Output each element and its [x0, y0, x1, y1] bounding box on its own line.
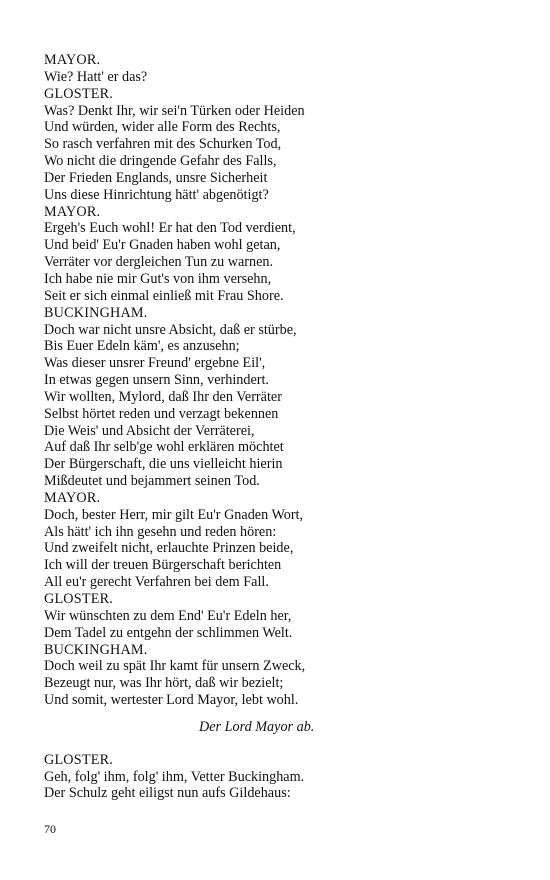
verse-line: All eu'r gerecht Verfahren bei dem Fall. — [44, 574, 269, 591]
verse-line: Und würden, wider alle Form des Rechts, — [44, 119, 281, 136]
page-number: 70 — [44, 822, 56, 836]
verse-line: Und beid' Eu'r Gnaden haben wohl getan, — [44, 237, 281, 254]
speaker-name: GLOSTER. — [44, 591, 113, 607]
verse-line: Wir wollten, Mylord, daß Ihr den Verräter — [44, 388, 282, 405]
verse-line: In etwas gegen unsern Sinn, verhindert. — [44, 372, 269, 389]
verse-line: Doch, bester Herr, mir gilt Eu'r Gnaden Wort, — [44, 506, 304, 523]
speaker-name: MAYOR. — [44, 203, 101, 220]
verse-line: Dem Tadel zu entgehn der schlimmen Welt. — [44, 624, 293, 641]
verse-line: Mißdeutet und bejammert seinen Tod. — [44, 473, 260, 490]
verse-line: Selbst hörtet reden und verzagt bekennen — [44, 405, 279, 422]
speaker-name: MAYOR. — [44, 489, 101, 506]
verse-line: Wir wünschten zu dem End' Eu'r Edeln her, — [44, 607, 292, 624]
verse-line: Als hätt' ich ihn gesehn und reden hören: — [44, 523, 277, 540]
verse-line: Die Weis' und Absicht der Verräterei, — [44, 422, 255, 439]
speaker-name: BUCKINGHAM. — [44, 304, 148, 321]
verse-line: Auf daß Ihr selb'ge wohl erklären möchtet — [44, 439, 284, 456]
closing-dialogue — [44, 752, 514, 803]
verse-line: Ich habe nie mir Gut's von ihm versehn, — [44, 270, 272, 287]
verse-line: Bezeugt nur, was Ihr hört, daß wir bezielt; — [44, 675, 284, 692]
verse-line: Ich will der treuen Bürgerschaft berichten — [44, 557, 282, 574]
verse-line: Wie? Hatt' er das? — [44, 68, 148, 85]
verse-line: Und somit, wertester Lord Mayor, lebt wohl. — [44, 692, 299, 709]
verse-line: Doch weil zu spät Ihr kamt für unsern Zweck, — [44, 658, 306, 675]
verse-line: Doch war nicht unsre Absicht, daß er stürbe, — [44, 321, 297, 338]
verse-line: Was? Denkt Ihr, wir sei'n Türken oder Heiden — [44, 102, 305, 119]
verse-line: Was dieser unsrer Freund' ergebne Eil', — [44, 355, 266, 372]
verse-line: Der Bürgerschaft, die uns vielleicht hierin — [44, 456, 283, 473]
speaker-name: MAYOR. — [44, 52, 101, 68]
verse-line: Und zweifelt nicht, erlauchte Prinzen beide, — [44, 540, 294, 557]
verse-line: Der Frieden Englands, unsre Sicherheit — [44, 169, 268, 186]
dialogue-section — [44, 52, 514, 709]
stage-direction: Der Lord Mayor ab. — [199, 718, 315, 735]
verse-line: Geh, folg' ihm, folg' ihm, Vetter Buckingham. — [44, 768, 305, 785]
verse-line: So rasch verfahren mit des Schurken Tod, — [44, 136, 282, 153]
verse-line: Uns diese Hinrichtung hätt' abgenötigt? — [44, 186, 269, 203]
verse-line: Wo nicht die dringende Gefahr des Falls, — [44, 153, 277, 170]
speaker-name: BUCKINGHAM. — [44, 641, 148, 658]
verse-line: Ergeh's Euch wohl! Er hat den Tod verdient, — [44, 220, 296, 237]
play-text — [44, 52, 514, 802]
verse-line: Verräter vor dergleichen Tun zu warnen. — [44, 254, 274, 271]
verse-line: Der Schulz geht eiligst nun aufs Gildehaus: — [44, 785, 291, 802]
verse-line: Seit er sich einmal einließ mit Frau Shore. — [44, 287, 284, 304]
speaker-name: GLOSTER. — [44, 751, 113, 768]
speaker-name: GLOSTER. — [44, 85, 113, 102]
verse-line: Bis Euer Edeln käm', es anzusehn; — [44, 338, 240, 355]
